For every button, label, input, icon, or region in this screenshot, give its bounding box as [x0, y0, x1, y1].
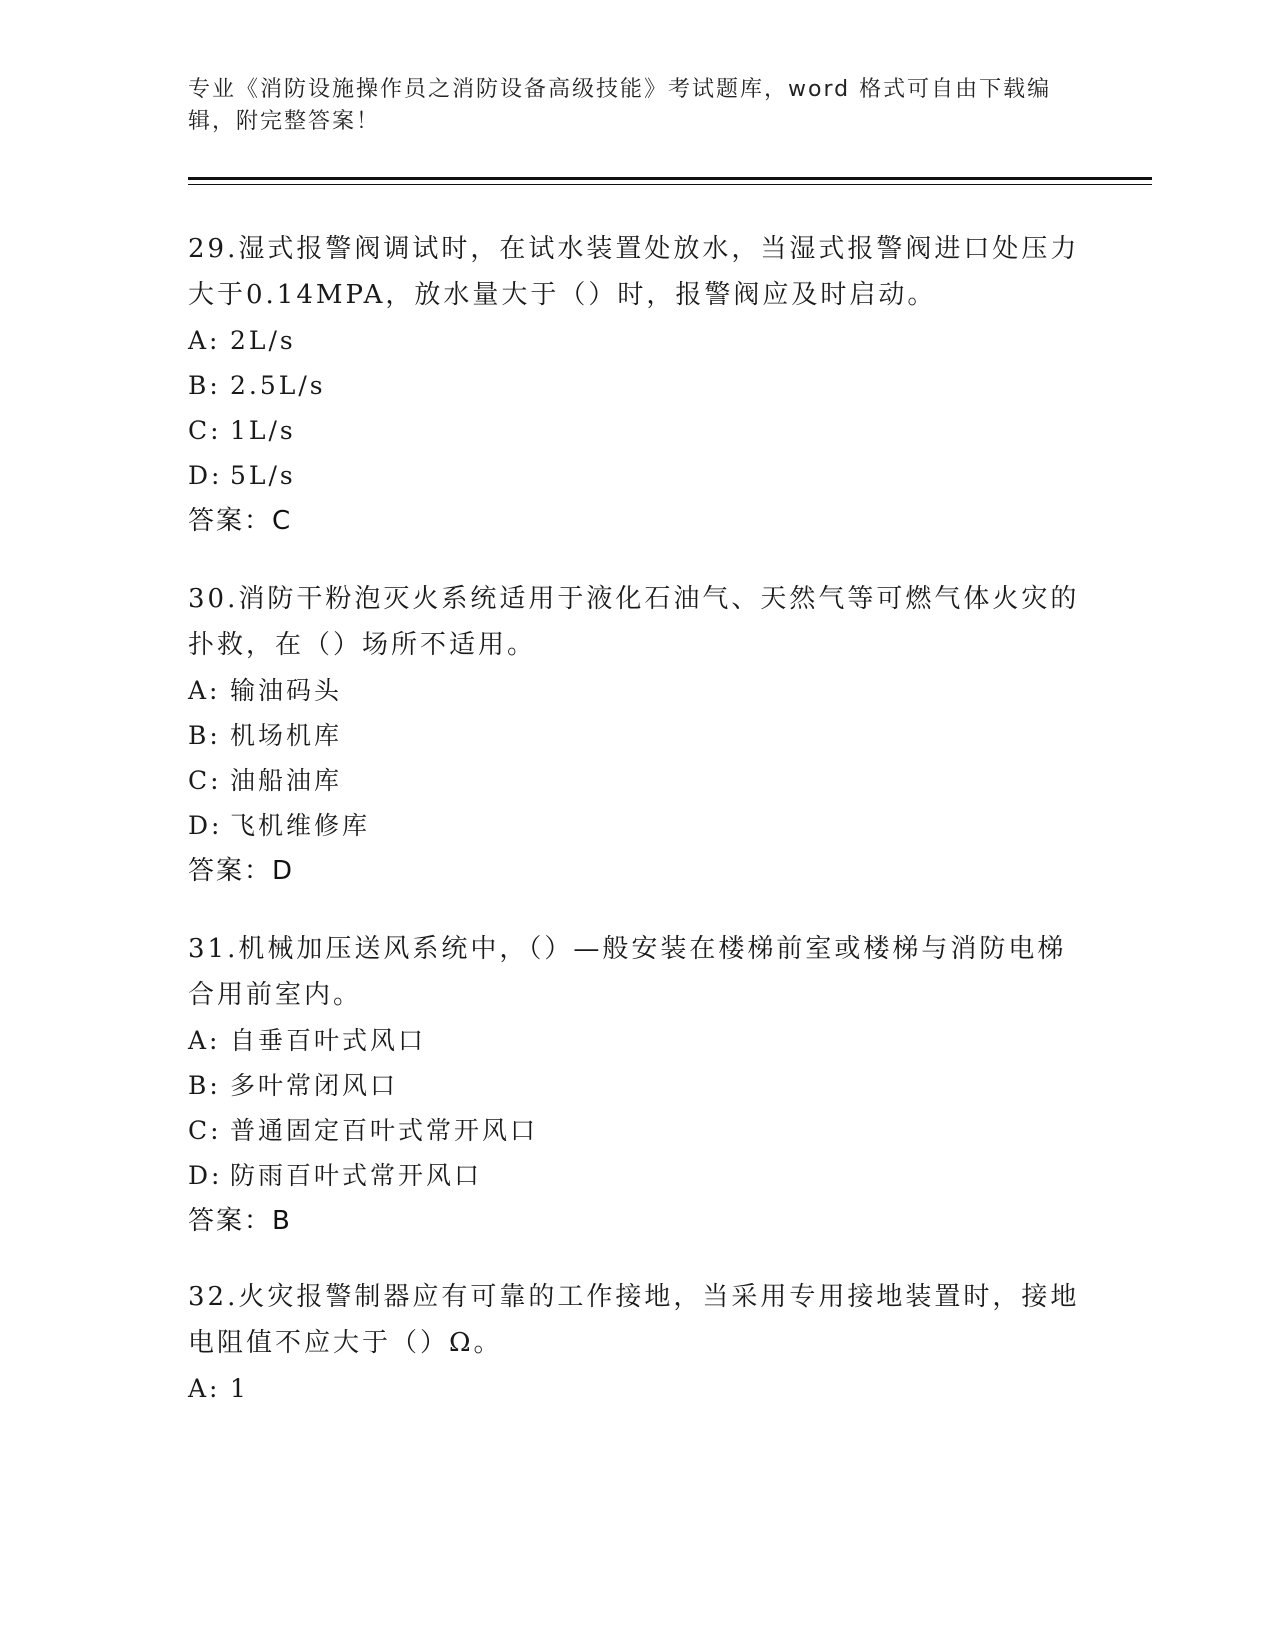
option-d	[188, 453, 1088, 498]
option-text: 自垂百叶式风口	[230, 1026, 427, 1055]
option-letter: D:	[188, 461, 223, 490]
question-stem	[188, 576, 1088, 668]
option-letter: C:	[188, 1116, 222, 1145]
question-stem-line-1: 31.机械加压送风系统中，（）—般安装在楼梯前室或楼梯与消防电梯	[188, 934, 1067, 964]
question-stem	[188, 1274, 1088, 1366]
question-30	[188, 576, 1088, 894]
option-letter: A:	[188, 326, 221, 355]
option-letter: A:	[188, 676, 221, 705]
option-d	[188, 1153, 1088, 1198]
option-text: 普通固定百叶式常开风口	[230, 1116, 539, 1145]
question-32	[188, 1274, 1088, 1411]
option-a	[188, 668, 1088, 713]
option-c	[188, 1108, 1088, 1153]
option-a	[188, 1018, 1088, 1063]
option-text: 油船油库	[230, 766, 343, 795]
question-stem-line-1: 32.火灾报警制器应有可靠的工作接地，当采用专用接地装置时，接地	[188, 1282, 1080, 1312]
question-stem-line-1: 30.消防干粉泡灭火系统适用于液化石油气、天然气等可燃气体火灾的	[188, 584, 1080, 614]
option-letter: C:	[188, 416, 222, 445]
option-text: 飞机维修库	[230, 811, 371, 840]
option-a	[188, 318, 1088, 363]
option-text: 机场机库	[230, 721, 343, 750]
option-letter: D:	[188, 1161, 223, 1190]
question-stem-line-2: 电阻值不应大于（）Ω。	[188, 1328, 503, 1358]
option-letter: C:	[188, 766, 222, 795]
question-stem-line-2: 大于0.14MPA，放水量大于（）时，报警阀应及时启动。	[188, 280, 937, 310]
option-text: 1	[230, 1374, 249, 1403]
header-line-2: 辑，附完整答案！	[188, 109, 381, 134]
header-divider-thin	[188, 184, 1152, 185]
option-d	[188, 803, 1088, 848]
option-text: 5L/s	[230, 461, 296, 490]
answer-line: 答案：D	[188, 856, 295, 886]
answer-line: 答案：B	[188, 1206, 292, 1236]
option-text: 2L/s	[230, 326, 296, 355]
question-stem	[188, 226, 1088, 318]
answer-line: 答案：C	[188, 506, 293, 536]
option-letter: A:	[188, 1374, 221, 1403]
question-stem-line-2: 合用前室内。	[188, 980, 363, 1010]
document-header	[188, 74, 1088, 138]
option-text: 输油码头	[230, 676, 343, 705]
question-stem-line-2: 扑救，在（）场所不适用。	[188, 630, 537, 660]
question-31	[188, 926, 1088, 1244]
option-a	[188, 1366, 1088, 1411]
option-c	[188, 758, 1088, 803]
option-letter: B:	[188, 1071, 221, 1100]
option-text: 2.5L/s	[230, 371, 326, 400]
option-b	[188, 713, 1088, 758]
option-letter: B:	[188, 721, 221, 750]
option-b	[188, 1063, 1088, 1108]
header-line-1: 专业《消防设施操作员之消防设备高级技能》考试题库，word 格式可自由下载编	[188, 77, 1052, 102]
option-letter: D:	[188, 811, 223, 840]
option-b	[188, 363, 1088, 408]
question-stem	[188, 926, 1088, 1018]
option-text: 1L/s	[230, 416, 296, 445]
option-letter: A:	[188, 1026, 221, 1055]
option-c	[188, 408, 1088, 453]
option-text: 防雨百叶式常开风口	[230, 1161, 483, 1190]
option-letter: B:	[188, 371, 221, 400]
question-stem-line-1: 29.湿式报警阀调试时，在试水装置处放水，当湿式报警阀进口处压力	[188, 234, 1080, 264]
question-29	[188, 226, 1088, 544]
header-divider-thick	[188, 177, 1152, 180]
option-text: 多叶常闭风口	[230, 1071, 399, 1100]
